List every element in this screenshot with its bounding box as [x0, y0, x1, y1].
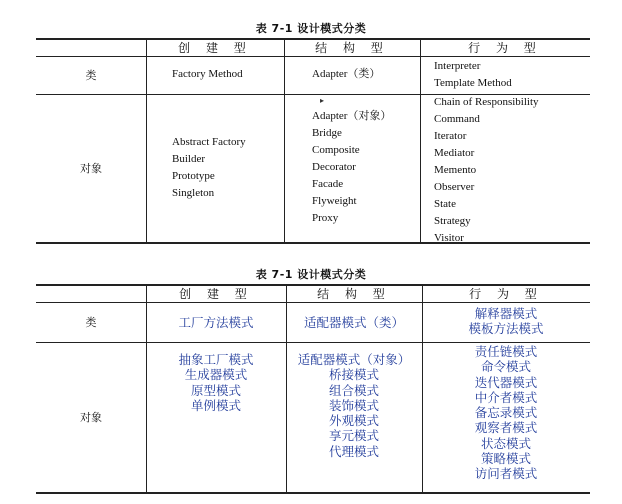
- pattern-item: 解释器模式: [474, 306, 538, 321]
- pattern-item: Bridge: [312, 127, 342, 139]
- t2-object-behavioral: [422, 344, 590, 482]
- pattern-item: 桥接模式: [328, 367, 379, 383]
- pattern-item: 原型模式: [190, 382, 241, 398]
- t1-header-behavioral: 行 为 型: [468, 40, 542, 55]
- t2-header-structural: 结 构 型: [317, 286, 391, 301]
- pattern-item: Memento: [434, 164, 477, 176]
- t2-header-behavioral: 行 为 型: [469, 286, 543, 301]
- table2-caption: 表 7-1 设计模式分类: [255, 268, 367, 281]
- pattern-item: Interpreter: [434, 60, 481, 72]
- t2-header-creational: 创 建 型: [179, 286, 253, 301]
- pattern-item: Template Method: [434, 77, 512, 89]
- pattern-item: 中介者模式: [474, 389, 538, 405]
- pattern-item: 外观模式: [328, 413, 379, 429]
- pattern-item: Factory Method: [172, 68, 243, 80]
- t1-class-structural: [312, 66, 380, 83]
- pattern-item: 组合模式: [328, 382, 379, 398]
- pattern-item: State: [434, 198, 456, 210]
- pattern-item: 责任链模式: [474, 344, 538, 359]
- t1-header-creational: 创 建 型: [178, 40, 252, 55]
- t1-class-creational: [172, 66, 243, 83]
- pattern-item: Adapter（类）: [312, 68, 381, 80]
- t1-class-behavioral: [434, 58, 512, 92]
- pattern-item: 状态模式: [480, 435, 531, 451]
- t2-row-label-object: 对象: [80, 411, 102, 424]
- t2-object-creational: [146, 352, 286, 413]
- pattern-item: Mediator: [434, 147, 475, 159]
- pattern-item: 策略模式: [480, 451, 531, 467]
- pattern-item: Iterator: [434, 130, 467, 142]
- pattern-item: 迭代器模式: [474, 374, 538, 390]
- t1-object-creational: [172, 134, 246, 202]
- pattern-item: 命令模式: [480, 359, 531, 375]
- t1-object-behavioral: [434, 94, 539, 247]
- pattern-item: Observer: [434, 181, 475, 193]
- pattern-item: 抽象工厂模式: [178, 352, 254, 367]
- pattern-item: Composite: [312, 144, 360, 156]
- t2-class-structural: 适配器模式（类）: [303, 315, 404, 330]
- pattern-item: Builder: [172, 153, 205, 165]
- table1: [36, 38, 590, 244]
- pattern-item: Visitor: [434, 232, 464, 244]
- t1-object-structural: [312, 108, 391, 227]
- t2-object-structural: [286, 352, 422, 459]
- pattern-item: Abstract Factory: [172, 136, 246, 148]
- pattern-item: Adapter（对象）: [312, 110, 392, 122]
- pattern-item: Facade: [312, 178, 344, 190]
- pattern-item: 备忘录模式: [474, 405, 538, 421]
- pattern-item: 代理模式: [328, 443, 379, 459]
- t1-header-structural: 结 构 型: [315, 40, 389, 55]
- pattern-item: Singleton: [172, 187, 215, 199]
- pattern-item: Command: [434, 113, 480, 125]
- t2-class-creational: 工厂方法模式: [178, 315, 254, 330]
- table2: [36, 284, 590, 494]
- pattern-item: 享元模式: [328, 428, 379, 444]
- pattern-item: 模板方法模式: [468, 321, 544, 337]
- pattern-item: 装饰模式: [328, 397, 379, 413]
- pattern-item: Prototype: [172, 170, 215, 182]
- pattern-item: 观察者模式: [474, 420, 538, 436]
- t1-row-label-class: 类: [85, 69, 97, 82]
- pattern-item: Strategy: [434, 215, 471, 227]
- pattern-item: Chain of Responsibility: [434, 96, 539, 108]
- t1-row-label-object: 对象: [80, 162, 102, 175]
- pattern-item: 生成器模式: [184, 367, 248, 383]
- pattern-item: Decorator: [312, 161, 356, 173]
- t2-class-behavioral: [422, 306, 590, 337]
- pattern-item: 访问者模式: [474, 466, 538, 482]
- pattern-item: Flyweight: [312, 195, 357, 207]
- mouse-cursor-icon: ▸: [320, 96, 325, 105]
- pattern-item: 适配器模式（对象）: [297, 352, 411, 367]
- pattern-item: 单例模式: [190, 397, 241, 413]
- pattern-item: Proxy: [312, 212, 339, 224]
- table1-caption: 表 7-1 设计模式分类: [255, 22, 367, 35]
- t2-row-label-class: 类: [85, 316, 97, 329]
